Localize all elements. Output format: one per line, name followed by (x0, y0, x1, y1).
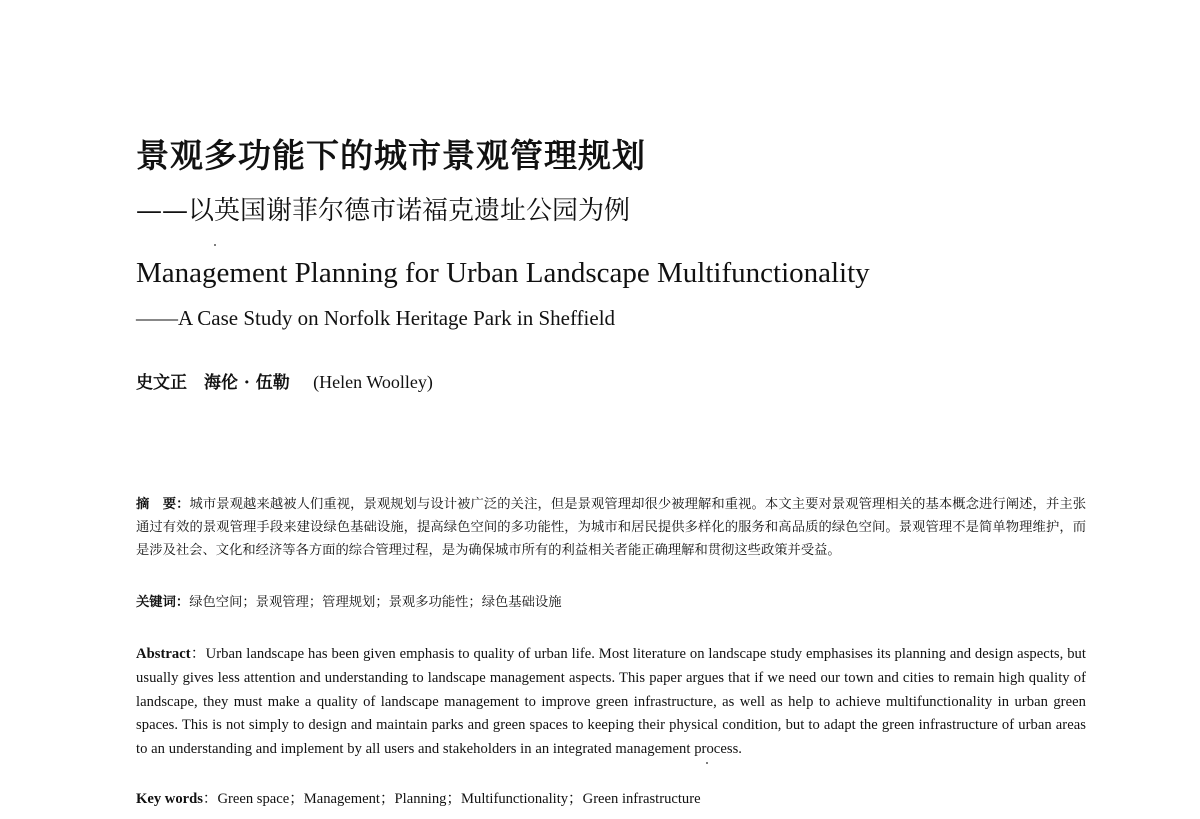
keywords-english-text: ：Green space；Management；Planning；Multifunctionality；Green infrastructure (202, 791, 701, 807)
title-chinese: 景观多功能下的城市景观管理规划 (136, 136, 646, 175)
subtitle-chinese: ——以英国谢菲尔德市诺福克遗址公园为例 (136, 196, 631, 226)
scan-speck (706, 762, 708, 764)
keywords-chinese (136, 591, 1086, 614)
keywords-english-label: Key words (136, 791, 203, 807)
abstract-chinese (136, 493, 1086, 562)
abstract-chinese-label: 摘 要： (136, 497, 190, 512)
abstract-english (136, 643, 1086, 762)
title-english: Management Planning for Urban Landscape Multifunctionality (136, 257, 870, 289)
authors-english: (Helen Woolley) (313, 372, 433, 392)
keywords-chinese-label: 关键词： (136, 595, 190, 610)
authors-line (136, 368, 433, 393)
keywords-english (136, 788, 1086, 810)
authors-chinese: 史文正 海伦 · 伍勒 (136, 373, 290, 393)
abstract-chinese-text: 城市景观越来越被人们重视，景观规划与设计被广泛的关注，但是景观管理却很少被理解和重视。本文主要对景观管理相关的基本概念进行阐述，并主张通过有效的景观管理手段来建设绿色基础设施，提高绿色空间的多功能性，为城市和居民提供多样化的服务和高品质的绿色空间。景观管理不是简单物理维护，而是涉及社会、文化和经济等各方面的综合管理过程，是为确保城市所有的利益相关者能正确理解和贯彻这些政策并受益。 (136, 497, 1087, 558)
scan-speck (214, 244, 216, 246)
abstract-english-text: ：Urban landscape has been given emphasis to quality of urban life. Most literature on landscape study emphasises its planning and design aspects, but usually gives less attention and understanding to landscape management aspects. This paper argues that if we need our town and cities to remain high quality of landscape, they must make a quality of landscape management to improve green infrastructure, as well as help to achieve multifunctionality in urban green spaces. This is not simply to design and maintain parks and green spaces to keeping their physical condition, but to adapt the green infrastructure of urban areas to an understanding and implement by all users and stakeholders in an integrated management process. (136, 646, 1086, 758)
subtitle-english: ——A Case Study on Norfolk Heritage Park in Sheffield (136, 306, 616, 330)
keywords-chinese-text: 绿色空间；景观管理；管理规划；景观多功能性；绿色基础设施 (189, 595, 562, 610)
abstract-english-label: Abstract (136, 646, 191, 662)
